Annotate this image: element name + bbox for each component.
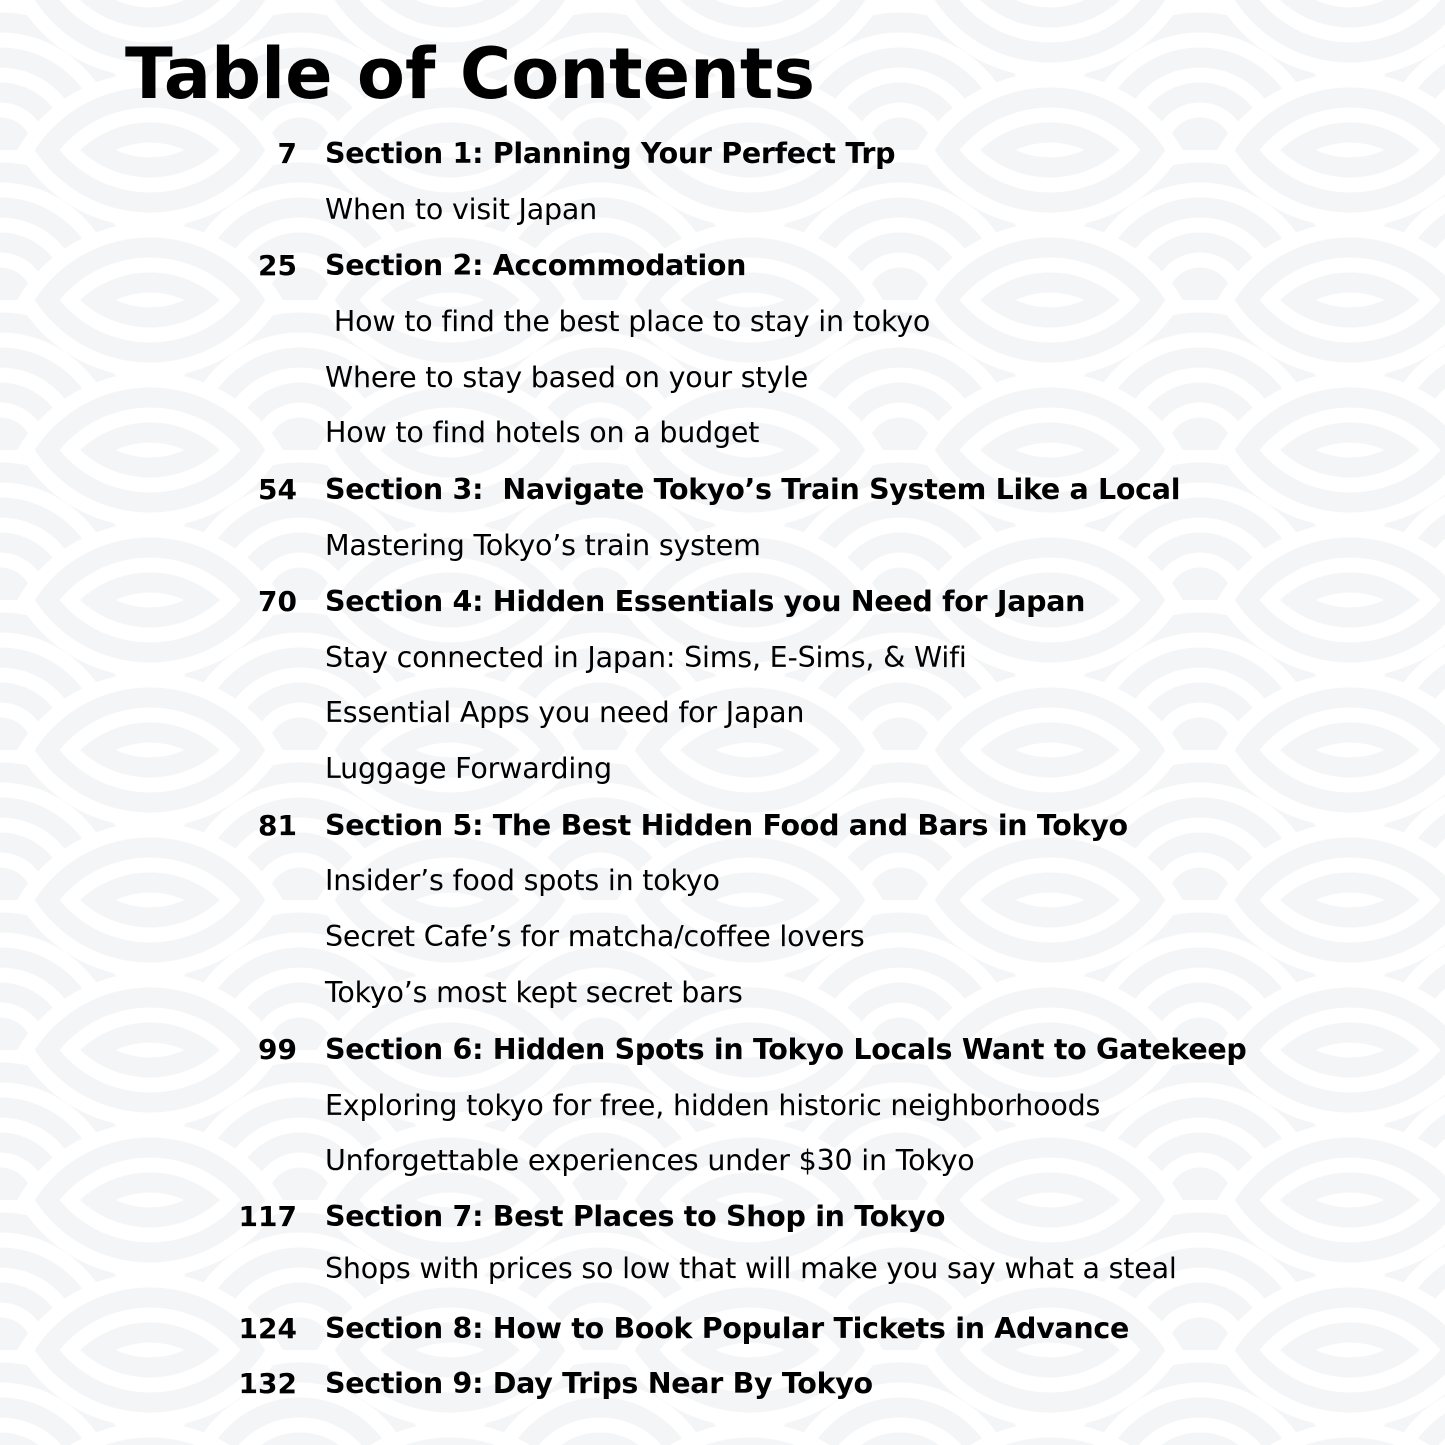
toc-subsection-row[interactable] (0, 526, 1445, 566)
toc-page-number: 7 (277, 137, 297, 170)
toc-section-title: Section 3: Navigate Tokyo’s Train System Like a Local (325, 473, 1181, 506)
toc-subsection-row[interactable] (0, 1086, 1445, 1126)
toc-page-number: 99 (258, 1033, 297, 1066)
toc-subsection-title: How to find the best place to stay in tokyo (325, 305, 931, 338)
toc-section-title: Section 8: How to Book Popular Tickets in Advance (325, 1312, 1129, 1345)
toc-section-title: Section 1: Planning Your Perfect Trp (325, 137, 896, 170)
toc-section-row[interactable] (0, 1309, 1445, 1349)
toc-subsection-title: When to visit Japan (325, 193, 598, 226)
toc-page-number: 70 (258, 585, 297, 618)
toc-subsection-row[interactable] (0, 1249, 1445, 1289)
toc-subsection-row[interactable] (0, 413, 1445, 453)
toc-subsection-row[interactable] (0, 917, 1445, 957)
toc-section-title: Section 9: Day Trips Near By Tokyo (325, 1367, 873, 1400)
toc-page-number: 124 (238, 1312, 297, 1345)
toc-subsection-row[interactable] (0, 302, 1445, 342)
toc-section-title: Section 5: The Best Hidden Food and Bars in Tokyo (325, 809, 1128, 842)
toc-subsection-title: Exploring tokyo for free, hidden historic neighborhoods (325, 1089, 1101, 1122)
toc-page-number: 81 (258, 809, 297, 842)
toc-section-title: Section 4: Hidden Essentials you Need for Japan (325, 585, 1086, 618)
toc-subsection-title: Insider’s food spots in tokyo (325, 864, 720, 897)
toc-subsection-row[interactable] (0, 749, 1445, 789)
toc-subsection-title: Tokyo’s most kept secret bars (325, 976, 743, 1009)
toc-section-row[interactable] (0, 1197, 1445, 1237)
toc-subsection-title: Luggage Forwarding (325, 752, 612, 785)
toc-subsection-row[interactable] (0, 190, 1445, 230)
toc-section-title: Section 7: Best Places to Shop in Tokyo (325, 1200, 946, 1233)
toc-page-number: 117 (238, 1200, 297, 1233)
page-title: Table of Contents (125, 33, 816, 115)
toc-section-row[interactable] (0, 470, 1445, 510)
toc-subsection-row[interactable] (0, 1141, 1445, 1181)
toc-section-row[interactable] (0, 134, 1445, 174)
toc-subsection-title: Stay connected in Japan: Sims, E-Sims, & Wifi (325, 641, 967, 674)
toc-section-title: Section 2: Accommodation (325, 249, 747, 282)
toc-section-row[interactable] (0, 246, 1445, 286)
toc-subsection-row[interactable] (0, 693, 1445, 733)
toc-subsection-row[interactable] (0, 973, 1445, 1013)
toc-section-row[interactable] (0, 1030, 1445, 1070)
toc-subsection-title: Where to stay based on your style (325, 361, 809, 394)
toc-section-title: Section 6: Hidden Spots in Tokyo Locals Want to Gatekeep (325, 1033, 1247, 1066)
toc-section-row[interactable] (0, 806, 1445, 846)
toc-subsection-title: Shops with prices so low that will make you say what a steal (325, 1252, 1177, 1285)
toc-subsection-title: Unforgettable experiences under $30 in Tokyo (325, 1144, 975, 1177)
toc-page-number: 132 (238, 1367, 297, 1400)
toc-section-row[interactable] (0, 582, 1445, 622)
toc-subsection-row[interactable] (0, 638, 1445, 678)
toc-subsection-title: Essential Apps you need for Japan (325, 696, 805, 729)
toc-subsection-row[interactable] (0, 358, 1445, 398)
toc-section-row[interactable] (0, 1364, 1445, 1404)
toc-page-number: 25 (258, 249, 297, 282)
toc-page-number: 54 (258, 473, 297, 506)
toc-subsection-title: Secret Cafe’s for matcha/coffee lovers (325, 920, 865, 953)
toc-subsection-title: How to find hotels on a budget (325, 416, 760, 449)
toc-subsection-row[interactable] (0, 861, 1445, 901)
toc-subsection-title: Mastering Tokyo’s train system (325, 529, 761, 562)
